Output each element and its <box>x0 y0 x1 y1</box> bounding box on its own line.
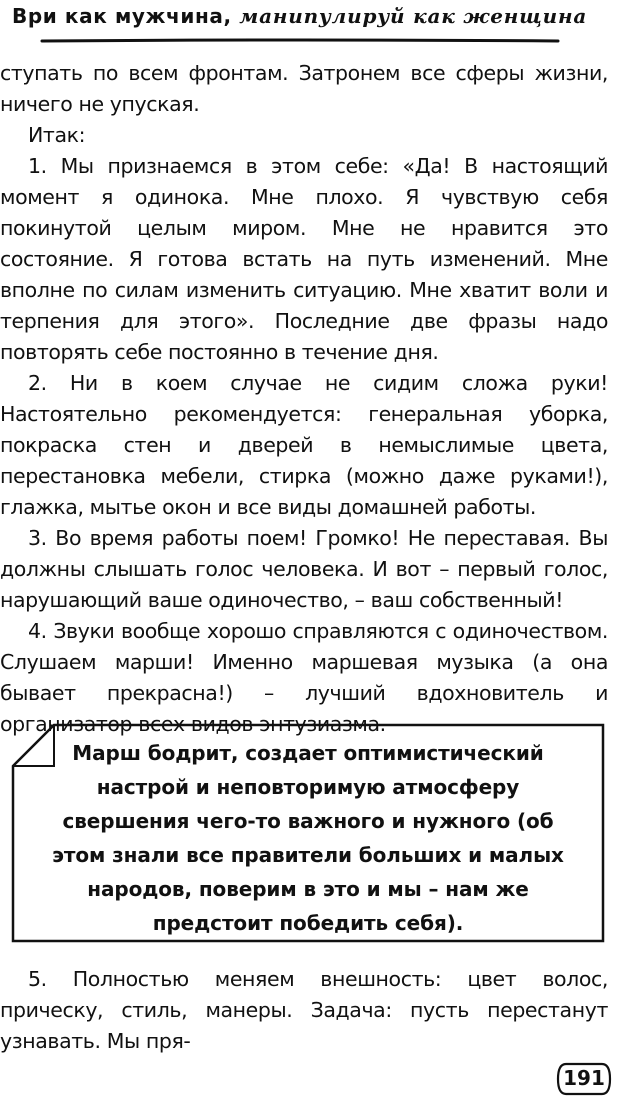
paragraph-item-1: 1. Мы признаемся в этом себе: «Да! В настоящий момент я одинока. Мне плохо. Я чувствую себя покинутой целым миром. Мне не нравится это состояние. Я готова встать на путь изменений. Мне вполне по силам изменить ситуацию. Мне хватит воли и терпения для этого». Последние две фразы надо повторять себе постоянно в течение дня. <box>0 154 608 364</box>
body-text-continued <box>0 964 608 1057</box>
running-head-subtitle: манипулируй как женщина <box>239 4 588 28</box>
header-rule <box>40 38 560 44</box>
paragraph-intro: Итак: <box>28 123 86 147</box>
running-head <box>12 4 587 28</box>
paragraph-item-2: 2. Ни в коем случае не сидим сложа руки! Настоятельно рекомендуется: генеральная уборка, покраска стен и дверей в немыслимые цвета, перестановка мебели, стирка (можно даже руками!), глажка, мытье окон и все виды домашней работы. <box>0 371 608 519</box>
paragraph-item-4: 4. Звуки вообще хорошо справляются с одиночеством. Слушаем марши! Именно маршевая музыка (а она бывает прекрасна!) – лучший вдохновитель и организатор всех видов энтузиазма. <box>0 619 608 736</box>
paragraph-item-5: 5. Полностью меняем внешность: цвет волос, прическу, стиль, манеры. Задача: пусть перестанут узнавать. Мы пря- <box>0 967 608 1053</box>
running-head-title: Ври как мужчина, <box>12 4 232 28</box>
page-number: 191 <box>563 1066 605 1090</box>
page-number-badge <box>556 1062 612 1096</box>
callout-box <box>10 722 606 944</box>
page-header <box>0 0 620 48</box>
callout-text: Марш бодрит, создает оптимистический настрой и неповторимую атмосферу свершения чего-то важного и нужного (об этом знали все правители больших и малых народов, поверим в это и мы – нам же предстоит победить себя). <box>52 741 564 935</box>
body-text <box>0 58 608 740</box>
paragraph-continuation: ступать по всем фронтам. Затронем все сферы жизни, ничего не упуская. <box>0 61 608 116</box>
paragraph-item-3: 3. Во время работы поем! Громко! Не переставая. Вы должны слышать голос человека. И вот – первый голос, нарушающий ваше одиночество, – ваш собственный! <box>0 526 608 612</box>
